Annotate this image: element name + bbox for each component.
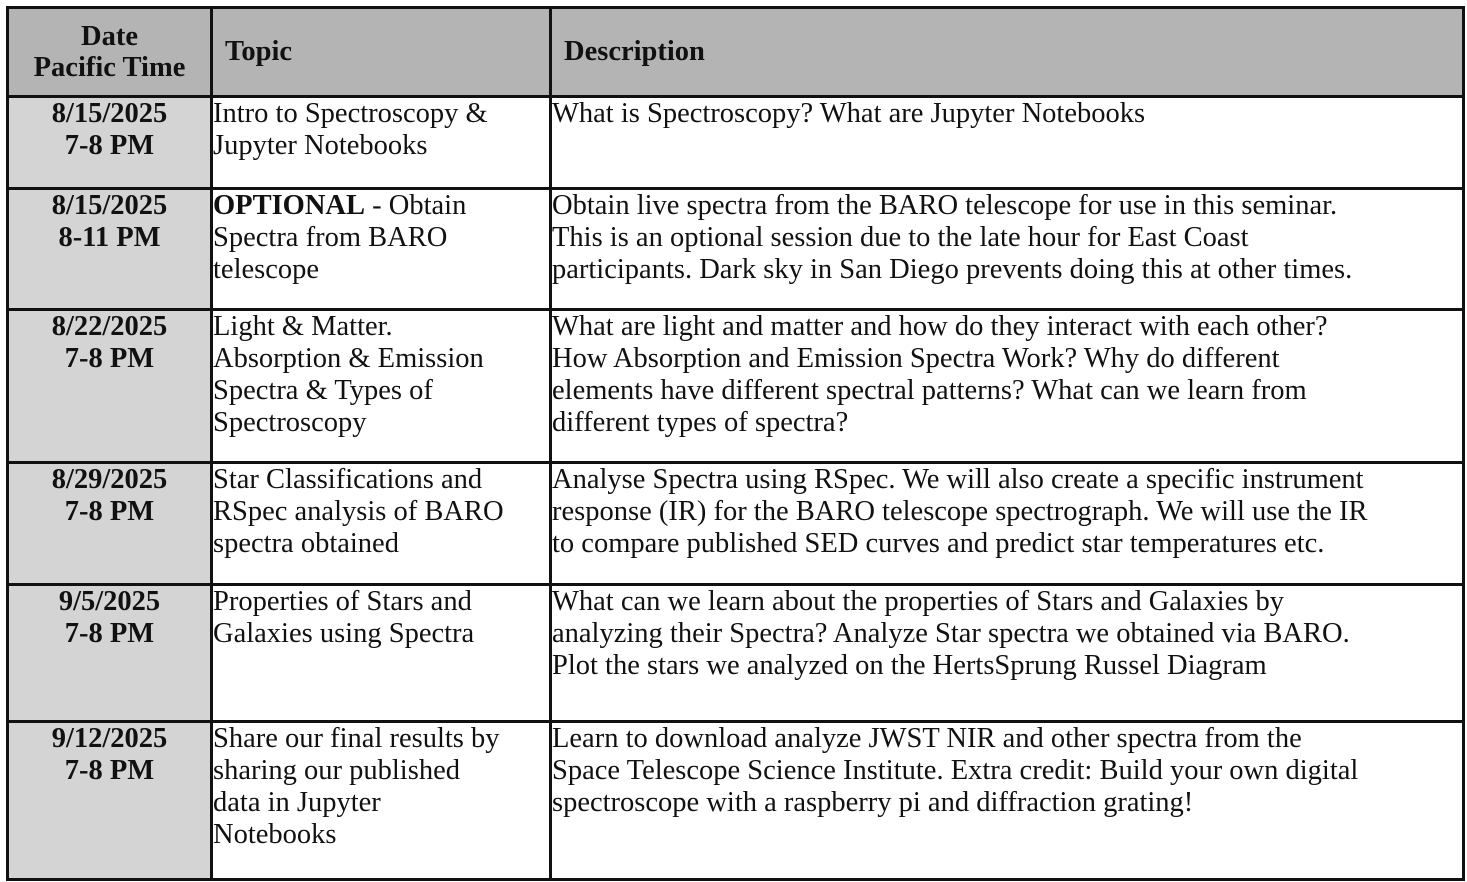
- description-line: Space Telescope Science Institute. Extra credit: Build your own digital: [552, 755, 1359, 786]
- table-header-row: [8, 8, 1464, 97]
- session-time: 7-8 PM: [64, 755, 155, 786]
- topic-line: Absorption & Emission: [213, 343, 484, 374]
- schedule-table: [6, 6, 1465, 881]
- header-date-line1: Date: [81, 21, 138, 52]
- session-time: 7-8 PM: [64, 130, 155, 161]
- description-line: What is Spectroscopy? What are Jupyter Notebooks: [552, 98, 1146, 129]
- table-row: [8, 585, 1464, 722]
- topic-line: [213, 190, 549, 222]
- session-description: [551, 585, 1464, 722]
- topic-line: Star Classifications and: [213, 464, 483, 495]
- table-row: [8, 722, 1464, 880]
- description-line: response (IR) for the BARO telescope spectrograph. We will use the IR: [552, 496, 1368, 527]
- session-time: 7-8 PM: [64, 496, 155, 527]
- session-date: 8/29/2025: [51, 464, 168, 495]
- session-date-cell: [8, 310, 212, 463]
- description-line: spectroscope with a raspberry pi and diffraction grating!: [552, 787, 1194, 818]
- session-date-cell: [8, 97, 212, 189]
- header-topic: Topic: [212, 8, 551, 97]
- description-line: What can we learn about the properties of Stars and Galaxies by: [552, 586, 1285, 617]
- session-date: 8/15/2025: [51, 98, 168, 129]
- description-line: How Absorption and Emission Spectra Work? Why do different: [552, 343, 1280, 374]
- header-date: [8, 8, 212, 97]
- description-line: Obtain live spectra from the BARO telescope for use in this seminar.: [552, 190, 1338, 221]
- session-topic: [212, 97, 551, 189]
- session-topic: [212, 310, 551, 463]
- table-row: [8, 189, 1464, 310]
- topic-line: Properties of Stars and: [213, 586, 472, 617]
- description-line: to compare published SED curves and predict star temperatures etc.: [552, 528, 1325, 559]
- session-description: [551, 310, 1464, 463]
- description-line: Analyse Spectra using RSpec. We will also create a specific instrument: [552, 464, 1364, 495]
- session-topic: [212, 585, 551, 722]
- topic-line: sharing our published: [213, 755, 460, 786]
- session-description: [551, 722, 1464, 880]
- description-line: Plot the stars we analyzed on the HertsSprung Russel Diagram: [552, 650, 1267, 681]
- session-topic: [212, 722, 551, 880]
- session-time: 7-8 PM: [64, 343, 155, 374]
- description-line: different types of spectra?: [552, 407, 849, 438]
- session-date: 8/22/2025: [51, 311, 168, 342]
- topic-line: RSpec analysis of BARO: [213, 496, 504, 527]
- table-row: [8, 97, 1464, 189]
- table-row: [8, 310, 1464, 463]
- optional-label: OPTIONAL: [213, 190, 366, 221]
- session-date: 9/12/2025: [51, 723, 168, 754]
- session-topic: [212, 189, 551, 310]
- topic-line: Spectra from BARO: [213, 222, 448, 253]
- session-date-cell: [8, 585, 212, 722]
- topic-line: Galaxies using Spectra: [213, 618, 475, 649]
- description-line: analyzing their Spectra? Analyze Star spectra we obtained via BARO.: [552, 618, 1350, 649]
- session-description: [551, 463, 1464, 585]
- session-description: [551, 97, 1464, 189]
- table-row: [8, 463, 1464, 585]
- topic-line: spectra obtained: [213, 528, 399, 559]
- header-date-line2: Pacific Time: [33, 52, 186, 83]
- topic-line: Jupyter Notebooks: [213, 130, 428, 161]
- session-time: 7-8 PM: [64, 618, 155, 649]
- description-line: This is an optional session due to the late hour for East Coast: [552, 222, 1249, 253]
- description-line: What are light and matter and how do they interact with each other?: [552, 311, 1328, 342]
- session-date: 8/15/2025: [51, 190, 168, 221]
- topic-line-rest: - Obtain: [365, 190, 467, 221]
- description-line: Learn to download analyze JWST NIR and other spectra from the: [552, 723, 1302, 754]
- topic-line: Spectroscopy: [213, 407, 367, 438]
- session-date: 9/5/2025: [58, 586, 161, 617]
- session-topic: [212, 463, 551, 585]
- topic-line: Spectra & Types of: [213, 375, 433, 406]
- topic-line: Light & Matter.: [213, 311, 393, 342]
- description-line: elements have different spectral patterns? What can we learn from: [552, 375, 1307, 406]
- description-line: participants. Dark sky in San Diego prevents doing this at other times.: [552, 254, 1353, 285]
- topic-line: Intro to Spectroscopy &: [213, 98, 488, 129]
- header-description: Description: [551, 8, 1464, 97]
- topic-line: Share our final results by: [213, 723, 500, 754]
- session-date-cell: [8, 722, 212, 880]
- topic-line: Notebooks: [213, 819, 337, 850]
- topic-line: data in Jupyter: [213, 787, 381, 818]
- session-time: 8-11 PM: [58, 222, 161, 253]
- session-date-cell: [8, 189, 212, 310]
- topic-line: telescope: [213, 254, 320, 285]
- session-description: [551, 189, 1464, 310]
- session-date-cell: [8, 463, 212, 585]
